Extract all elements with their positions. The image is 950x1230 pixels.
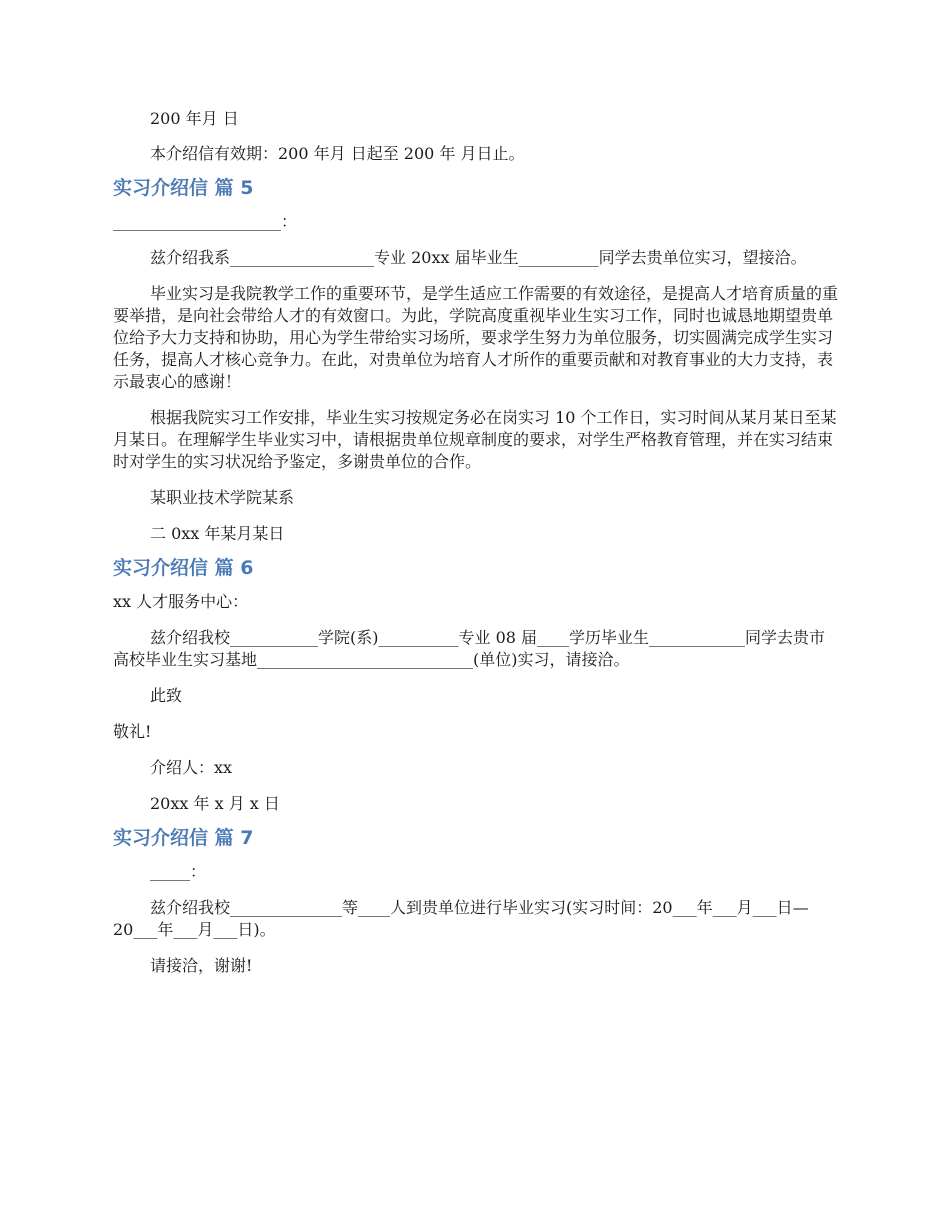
top-date-line: 200 年月 日: [150, 109, 239, 128]
paragraph-7-1: 兹介绍我校______________等____人到贵单位进行毕业实习(实习时间：20___年___月___日—20___年___月___日)。: [113, 898, 809, 939]
salutation-7: _____：: [150, 862, 207, 881]
closing-6-1: 此致: [150, 686, 183, 705]
section-heading-5: 实习介绍信 篇 5: [113, 177, 254, 199]
paragraph-7-2: 请接洽，谢谢!: [150, 956, 253, 975]
salutation-6: xx 人才服务中心：: [113, 592, 249, 611]
date-5: 二 0xx 年某月某日: [150, 524, 285, 543]
paragraph-5-1: 兹介绍我系__________________专业 20xx 届毕业生__________同学去贵单位实习，望接洽。: [150, 248, 807, 267]
validity-line: 本介绍信有效期：200 年月 日起至 200 年 月日止。: [150, 144, 525, 163]
paragraph-5-2: 毕业实习是我院教学工作的重要环节，是学生适应工作需要的有效途径，是提高人才培育质量的重要举措，是向社会带给人才的有效窗口。为此，学院高度重视毕业生实习工作，同时也诚恳地期望贵单位给予大力支持和协助，用心为学生带给实习场所，要求学生努力为单位服务，切实圆满完成学生实习任务，提高人才核心竞争力。在此，对贵单位为培育人才所作的重要贡献和对教育事业的大力支持，表示最衷心的感谢！: [113, 284, 839, 391]
salutation-5: _____________________：: [113, 212, 298, 231]
paragraph-5-3: 根据我院实习工作安排，毕业生实习按规定务必在岗实习 10 个工作日，实习时间从某月某日至某月某日。在理解学生毕业实习中，请根据贵单位规章制度的要求，对学生严格教育管理，并在实习结束时对学生的实习状况给予鉴定，多谢贵单位的合作。: [113, 408, 837, 471]
document-page: [113, 108, 840, 977]
closing-6-2: 敬礼!: [113, 722, 152, 741]
paragraph-6-1: 兹介绍我校___________学院(系)__________专业 08 届____学历毕业生____________同学去贵市高校毕业生实习基地___________________________(单位)实习，请接洽。: [113, 628, 826, 669]
signature-5: 某职业技术学院某系: [150, 488, 295, 507]
introducer-6: 介绍人：xx: [150, 758, 233, 777]
date-6: 20xx 年 x 月 x 日: [150, 794, 280, 813]
section-heading-6: 实习介绍信 篇 6: [113, 557, 254, 579]
section-heading-7: 实习介绍信 篇 7: [113, 827, 254, 849]
